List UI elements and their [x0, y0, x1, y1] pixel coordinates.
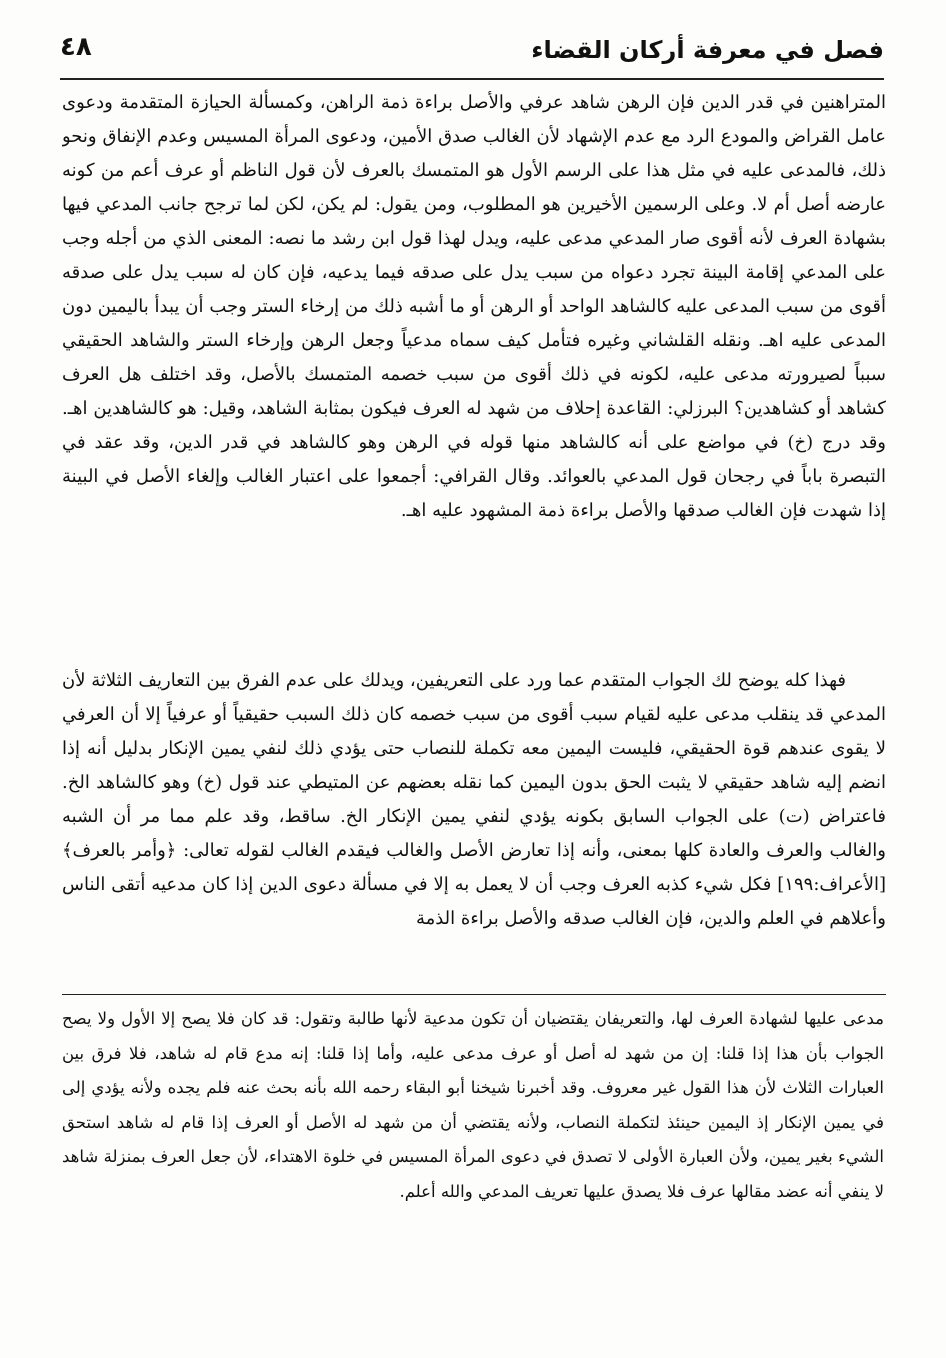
- footnote-paragraph: مدعى عليها لشهادة العرف لها، والتعريفان يقتضيان أن تكون مدعية لأنها طالبة وتقول: قد كان فلا يصح إلا الأول ولا يصح الجواب بأن هذا إذا قلنا: إن من شهد له أصل أو عرف مدعى عليه، وأما إذا قلنا: إنه مدع قام له شاهد، فلا فرق بين العبارات الثلاث لأن هذا القول غير معروف. وقد أخبرنا شيخنا أبو البقاء رحمه الله بأنه بحث عنه فلم يجده ولأنه يؤدي إلى في يمين الإنكار إذ اليمين حينئذ لتكملة النصاب، ولأنه يقتضي أن من شهد له الأصل أو العرف إذا قام له شاهد استحق الشيء بغير يمين، ولأن العبارة الأولى لا تصدق في دعوى المرأة المسيس في خلوة الاهتداء، لأن جعل العرف بمنزلة شاهد لا ينفي أنه عضد مقالها عرف فلا يصدق عليها تعريف المدعي والله أعلم.: [62, 1009, 884, 1201]
- page-number: ٤٨: [60, 32, 92, 62]
- header-divider: [60, 78, 884, 80]
- page-header: [60, 28, 884, 72]
- paragraph-spacer: [62, 630, 886, 664]
- main-text-block: [62, 86, 886, 986]
- main-paragraph-1: المتراهنين في قدر الدين فإن الرهن شاهد عرفي والأصل براءة ذمة الراهن، وكمسألة الحيازة المتقدمة ودعوى عامل القراض والمودع الرد مع عدم الإشهاد لأن الغالب صدق الأمين، ودعوى المرأة المسيس وعدم الإنفاق ونحو ذلك، فالمدعى عليه في مثل هذا على الرسم الأول هو المتمسك بالعرف لأن قول الناظم أو عرف أعم من كونه عارضه أصل أم لا. وعلى الرسمين الأخيرين هو المطلوب، ومن يقول: لم يكن، لكن لما ترجح جانب المدعي فيها بشهادة العرف لأنه أقوى صار المدعي مدعى عليه، ويدل لهذا قول ابن رشد ما نصه: المعنى الذي من أجله وجب على المدعي إقامة البينة تجرد دعواه من سبب يدل على صدقه فيما يدعيه، فإن كان له سبب يدل على صدقه أقوى من سبب المدعى عليه كالشاهد الواحد أو الرهن أو ما أشبه ذلك من إرخاء الستر وجب أن يبدأ باليمين دون المدعى عليه اهـ. ونقله القلشاني وغيره فتأمل كيف سماه مدعياً وجعل الرهن وإرخاء الستر والشاهد الحقيقي سبباً لصيرورته مدعى عليه، لكونه في ذلك أقوى من سبب خصمه المتمسك بالأصل، وقد اختلف هل العرف كشاهد أو كشاهدين؟ البرزلي: القاعدة إحلاف من شهد له العرف فيكون بمثابة الشاهد، وقيل: هو كالشاهدين اهـ. وقد درج (خ) في مواضع على أنه كالشاهد منها قوله في الرهن وهو كالشاهد في قدر الدين، وقد عقد في التبصرة باباً في رجحان قول المدعي بالعوائد. وقال القرافي: أجمعوا على اعتبار الغالب وإلغاء الأصل في البينة إذا شهدت فإن الغالب صدقها والأصل براءة ذمة المشهود عليه اهـ.: [62, 92, 886, 521]
- running-title: فصل في معرفة أركان القضاء: [531, 36, 884, 64]
- main-paragraph-2: فهذا كله يوضح لك الجواب المتقدم عما ورد على التعريفين، ويدلك على عدم الفرق بين التعاريف الثلاثة لأن المدعي قد ينقلب مدعى عليه لقيام سبب أقوى من سبب خصمه كان ذلك السبب حقيقياً أو عرفياً إلا أن العرفي لا يقوى عندهم قوة الحقيقي، فليست اليمين معه تكملة للنصاب حتى يؤدي ذلك لنفي يمين الإنكار بدليل أنه إذا انضم إليه شاهد حقيقي لا يثبت الحق بدون اليمين كما نقله بعضهم عن المتيطي عند قول (خ) وهو كالشاهد الخ. فاعتراض (ت) على الجواب السابق بكونه يؤدي لنفي يمين الإنكار الخ. ساقط، وقد علم مما مر أن الشبه والغالب والعرف والعادة كلها بمعنى، وأنه إذا تعارض الأصل والغالب فيقدم الغالب لقوله تعالى: ﴿وأمر بالعرف﴾ [الأعراف:١٩٩] فكل شيء كذبه العرف وجب أن لا يعمل به إلا في مسألة دعوى الدين إذا كان مدعيه أتقى الناس وأعلاهم في العلم والدين، فإن الغالب صدقه والأصل براءة الذمة: [62, 670, 886, 929]
- footnote-divider: [62, 994, 886, 995]
- footnotes-block: [62, 1002, 884, 1332]
